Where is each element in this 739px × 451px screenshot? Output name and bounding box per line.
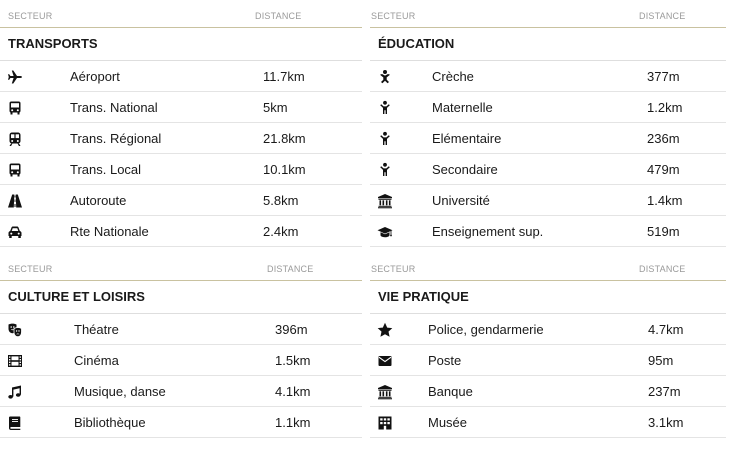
panel-transports	[0, 0, 362, 247]
panel-culture-loisirs	[0, 253, 362, 438]
plane-icon	[7, 69, 23, 85]
row-distance: 396m	[275, 322, 308, 337]
table-row	[370, 216, 726, 247]
row-distance: 377m	[647, 69, 680, 84]
bus-icon	[7, 100, 23, 116]
row-label: Banque	[428, 384, 473, 399]
car-icon	[7, 224, 23, 240]
table-row	[0, 154, 362, 185]
child-icon	[377, 100, 393, 116]
row-distance: 5km	[263, 100, 288, 115]
row-label: Musée	[428, 415, 468, 430]
table-row	[370, 407, 726, 438]
university-icon	[377, 384, 393, 400]
table-header	[370, 253, 726, 281]
row-label: Police, gendarmerie	[428, 322, 544, 337]
table-header	[0, 0, 362, 28]
column-header-distance: DISTANCE	[267, 264, 314, 274]
table-row	[370, 92, 726, 123]
row-label: Secondaire	[432, 162, 498, 177]
column-header-distance: DISTANCE	[639, 264, 686, 274]
theater-masks-icon	[7, 322, 23, 338]
column-header-distance: DISTANCE	[255, 11, 302, 21]
road-icon	[7, 193, 23, 209]
row-distance: 3.1km	[648, 415, 684, 430]
university-icon	[377, 193, 393, 209]
row-distance: 10.1km	[263, 162, 306, 177]
row-label: Trans. Régional	[70, 131, 162, 146]
row-distance: 5.8km	[263, 193, 299, 208]
row-label: Rte Nationale	[70, 224, 149, 239]
panel-education	[370, 0, 726, 247]
table-row	[0, 314, 362, 345]
row-distance: 95m	[648, 353, 674, 368]
row-distance: 236m	[647, 131, 680, 146]
row-distance: 4.1km	[275, 384, 311, 399]
row-distance: 237m	[648, 384, 681, 399]
row-label: Trans. Local	[70, 162, 142, 177]
table-row	[0, 92, 362, 123]
table-row	[370, 154, 726, 185]
row-distance: 1.5km	[275, 353, 311, 368]
table-row	[0, 345, 362, 376]
table-header	[370, 0, 726, 28]
section-title: ÉDUCATION	[370, 28, 726, 61]
row-label: Crèche	[432, 69, 474, 84]
child-icon	[377, 162, 393, 178]
row-distance: 11.7km	[263, 69, 305, 84]
row-distance: 479m	[647, 162, 680, 177]
table-row	[370, 185, 726, 216]
table-row	[0, 407, 362, 438]
column-header-distance: DISTANCE	[639, 11, 686, 21]
column-header-secteur: SECTEUR	[8, 11, 53, 21]
row-label: Maternelle	[432, 100, 493, 115]
row-label: Elémentaire	[432, 131, 502, 146]
row-label: Autoroute	[70, 193, 127, 208]
music-icon	[7, 384, 23, 400]
table-row	[370, 376, 726, 407]
table-header	[0, 253, 362, 281]
section-title: VIE PRATIQUE	[370, 281, 726, 314]
column-header-secteur: SECTEUR	[371, 264, 416, 274]
row-distance: 1.2km	[647, 100, 683, 115]
table-row	[0, 376, 362, 407]
section-title: CULTURE ET LOISIRS	[0, 281, 362, 314]
bus-icon	[7, 162, 23, 178]
table-row	[0, 61, 362, 92]
row-label: Université	[432, 193, 490, 208]
section-title: TRANSPORTS	[0, 28, 362, 61]
panel-vie-pratique	[370, 253, 726, 438]
row-distance: 1.1km	[275, 415, 311, 430]
row-label: Aéroport	[70, 69, 120, 84]
child-icon	[377, 131, 393, 147]
row-label: Cinéma	[74, 353, 119, 368]
envelope-icon	[377, 353, 393, 369]
table-row	[370, 314, 726, 345]
row-label: Poste	[428, 353, 462, 368]
row-distance: 21.8km	[263, 131, 306, 146]
row-label: Musique, danse	[74, 384, 166, 399]
film-icon	[7, 353, 23, 369]
table-row	[370, 61, 726, 92]
row-distance: 2.4km	[263, 224, 299, 239]
star-icon	[377, 322, 393, 338]
row-label: Trans. National	[70, 100, 158, 115]
baby-icon	[377, 69, 393, 85]
column-header-secteur: SECTEUR	[371, 11, 416, 21]
book-icon	[7, 415, 23, 431]
table-row	[0, 216, 362, 247]
row-distance: 519m	[647, 224, 680, 239]
row-label: Bibliothèque	[74, 415, 146, 430]
column-header-secteur: SECTEUR	[8, 264, 53, 274]
museum-building-icon	[377, 415, 393, 431]
table-row	[0, 185, 362, 216]
row-label: Enseignement sup.	[432, 224, 544, 239]
row-distance: 4.7km	[648, 322, 684, 337]
table-row	[370, 345, 726, 376]
row-label: Théatre	[74, 322, 119, 337]
table-row	[370, 123, 726, 154]
table-row	[0, 123, 362, 154]
row-distance: 1.4km	[647, 193, 683, 208]
graduation-cap-icon	[377, 224, 393, 240]
train-icon	[7, 131, 23, 147]
